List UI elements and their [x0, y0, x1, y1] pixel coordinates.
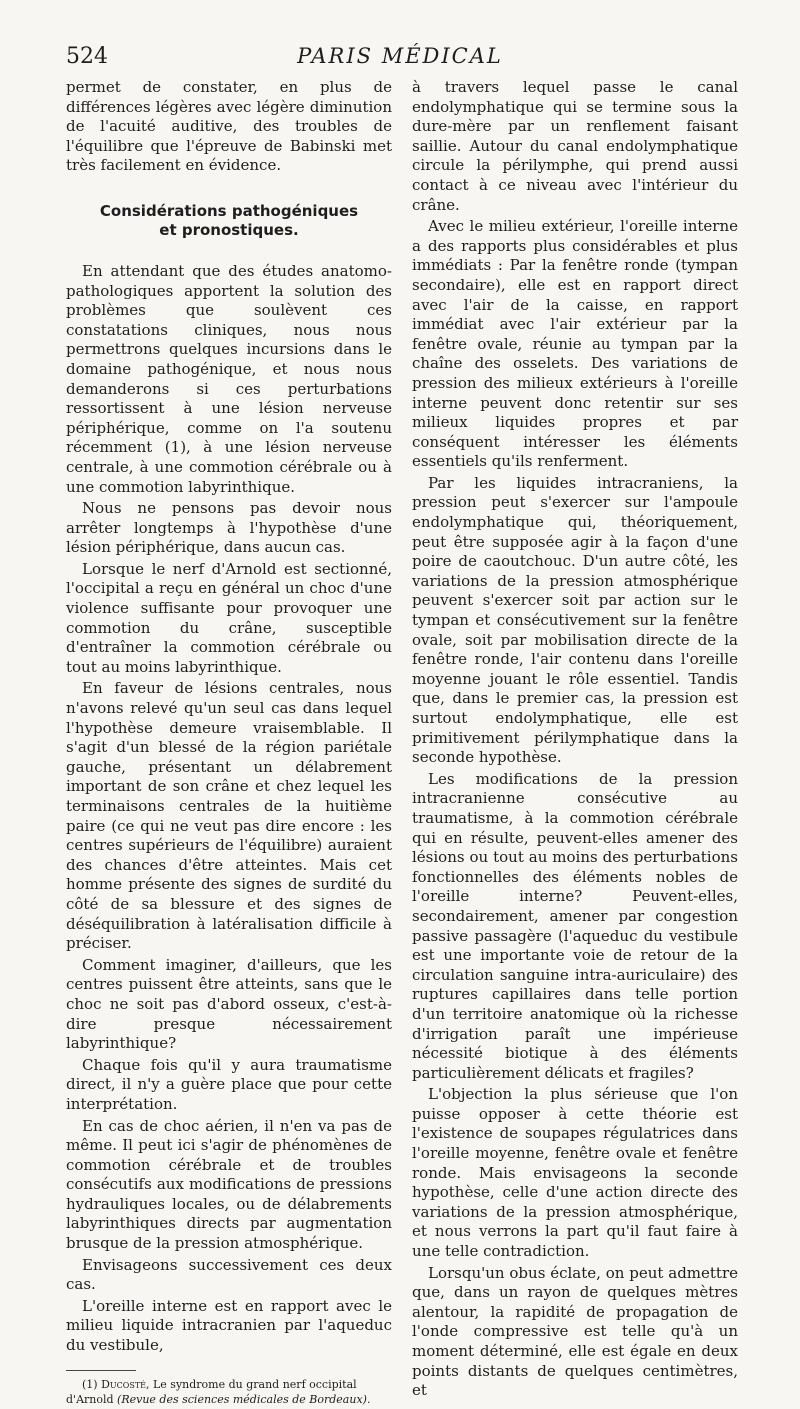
paragraph: L'objection la plus sérieuse que l'on puisse opposer à cette théorie est l'existence de soupapes régulatrices dans l'oreille moyenne, fenêtre ovale et fenêtre ronde. Mais envisageons la seconde hypothèse, celle d'une action directe des variations de la pression atmosphérique, et nous verrons la part qu'il faut faire à une telle contradiction. — [412, 1085, 738, 1261]
footnote-text: Le syndrome du grand nerf occipital d'Arnold — [66, 1377, 357, 1406]
section-heading-line-2: et pronostiques. — [159, 220, 299, 239]
paragraph: Lorsque le nerf d'Arnold est sectionné, l'occipital a reçu en général un choc d'une violence suffisante pour provoquer une commotion du crâne, susceptible d'entraîner la commotion cérébrale ou tout au moins labyrinthique. — [66, 559, 392, 676]
section-heading — [66, 202, 392, 240]
paragraph: Nous ne pensons pas devoir nous arrêter longtemps à l'hypothèse d'une lésion périphérique, dans aucun cas. — [66, 499, 392, 557]
footnote — [66, 1377, 392, 1407]
section-heading-line-1: Considérations pathogéniques — [99, 201, 359, 220]
paragraph: Envisageons successivement ces deux cas. — [66, 1255, 392, 1294]
paragraph: Les modifications de la pression intracranienne consécutive au traumatisme, à la commotion cérébrale qui en résulte, peuvent-elles amener des lésions ou tout au moins des perturbations fonctionnelles des éléments nobles de l'oreille interne? Peuvent-elles, secondairement, amener par congestion passive passagère (l'aqueduc du vestibule est une importante voie de retour de la circulation sanguine intra-auriculaire) des ruptures capillaires dans telle portion d'un territoire anatomique où la richesse d'irrigation paraît une impérieuse nécessité biotique à des éléments particulièrement délicats et fragiles? — [412, 769, 738, 1082]
paragraph: Comment imaginer, d'ailleurs, que les centres puissent être atteints, sans que le choc ne soit pas d'abord osseux, c'est-à-dire presque nécessairement labyrinthique? — [66, 955, 392, 1053]
paragraph: Lorsqu'un obus éclate, on peut admettre que, dans un rayon de quelques mètres alentour, la rapidité de propagation de l'onde compressive est telle qu'à un moment déterminé, elle est égale en deux points distants de quelques centimètres, et — [412, 1263, 738, 1400]
paragraph: En faveur de lésions centrales, nous n'avons relevé qu'un seul cas dans lequel l'hypothèse demeure vraisemblable. Il s'agit d'un blessé de la région pariétale gauche, présentant un délabrement important de son crâne et chez lequel les terminaisons centrales de la huitième paire (ce qui ne veut pas dire encore : les centres supérieurs de l'équilibre) auraient des chances d'être atteintes. Mais cet homme présente des signes de surdité du côté de sa blessure et des signes de déséquilibration à latéralisation difficile à préciser. — [66, 679, 392, 953]
paragraph-continued: permet de constater, en plus de différences légères avec légère diminution de l'acuité auditive, des troubles de l'équilibre que l'épreuve de Babinski met très facilement en évidence. — [66, 78, 392, 175]
paragraph: Chaque fois qu'il y aura traumatisme direct, il n'y a guère place que pour cette interprétation. — [66, 1055, 392, 1113]
footnote-journal: (Revue des sciences médicales de Bordeaux). — [117, 1392, 371, 1406]
left-column — [66, 78, 392, 1409]
footnote-divider — [66, 1370, 136, 1371]
paragraph: En cas de choc aérien, il n'en va pas de même. Il peut ici s'agir de phénomènes de commotion cérébrale et de troubles consécutifs aux modifications de pressions hydrauliques locales, ou de délabrements labyrinthiques directs par augmentation brusque de la pression atmosphérique. — [66, 1116, 392, 1253]
paragraph: Avec le milieu extérieur, l'oreille interne a des rapports plus considérables et plus immédiats : Par la fenêtre ronde (tympan secondaire), elle est en rapport direct avec l'air de la caisse, en rapport immédiat avec l'air extérieur par la fenêtre ovale, réunie au tympan par la chaîne des osselets. Des variations de pression des milieux extérieurs à l'oreille interne peuvent donc retentir sur ses milieux liquides propres et par conséquent intéresser les éléments essentiels qu'ils renferment. — [412, 217, 738, 471]
paragraph: L'oreille interne est en rapport avec le milieu liquide intracranien par l'aqueduc du vestibule, — [66, 1296, 392, 1355]
page-number: 524 — [66, 44, 108, 69]
running-header-title: PARIS MÉDICAL — [297, 44, 503, 68]
right-column — [412, 78, 738, 1403]
paragraph: Par les liquides intracraniens, la pression peut s'exercer sur l'ampoule endolymphatique qui, théoriquement, peut être supposée agir à la façon d'une poire de caoutchouc. D'un autre côté, les variations de la pression atmosphérique peuvent s'exercer soit par action sur le tympan et consécutivement sur la fenêtre ovale, soit par mobilisation directe de la fenêtre ronde, l'air contenu dans l'oreille moyenne jouant le rôle essentiel. Tandis que, dans le premier cas, la pression est surtout endolymphatique, elle est primitivement périlymphatique dans la seconde hypothèse. — [412, 473, 738, 767]
paragraph-continued: à travers lequel passe le canal endolymphatique qui se termine sous la dure-mère par un renflement faisant saillie. Autour du canal endolymphatique circule la périlymphe, qui prend aussi contact à ce niveau avec l'intérieur du crâne. — [412, 78, 738, 214]
footnote-marker: (1) — [82, 1377, 98, 1391]
paragraph: En attendant que des études anatomo-pathologiques apportent la solution des problèmes que soulèvent ces constatations cliniques, nous nous permettrons quelques incursions dans le domaine pathogénique, et nous nous demanderons si ces perturbations ressortissent à une lésion nerveuse périphérique, comme on l'a soutenu récemment (1), à une lésion nerveuse centrale, à une commotion cérébrale ou à une commotion labyrinthique. — [66, 261, 392, 496]
footnote-author: Ducosté, — [101, 1377, 150, 1391]
